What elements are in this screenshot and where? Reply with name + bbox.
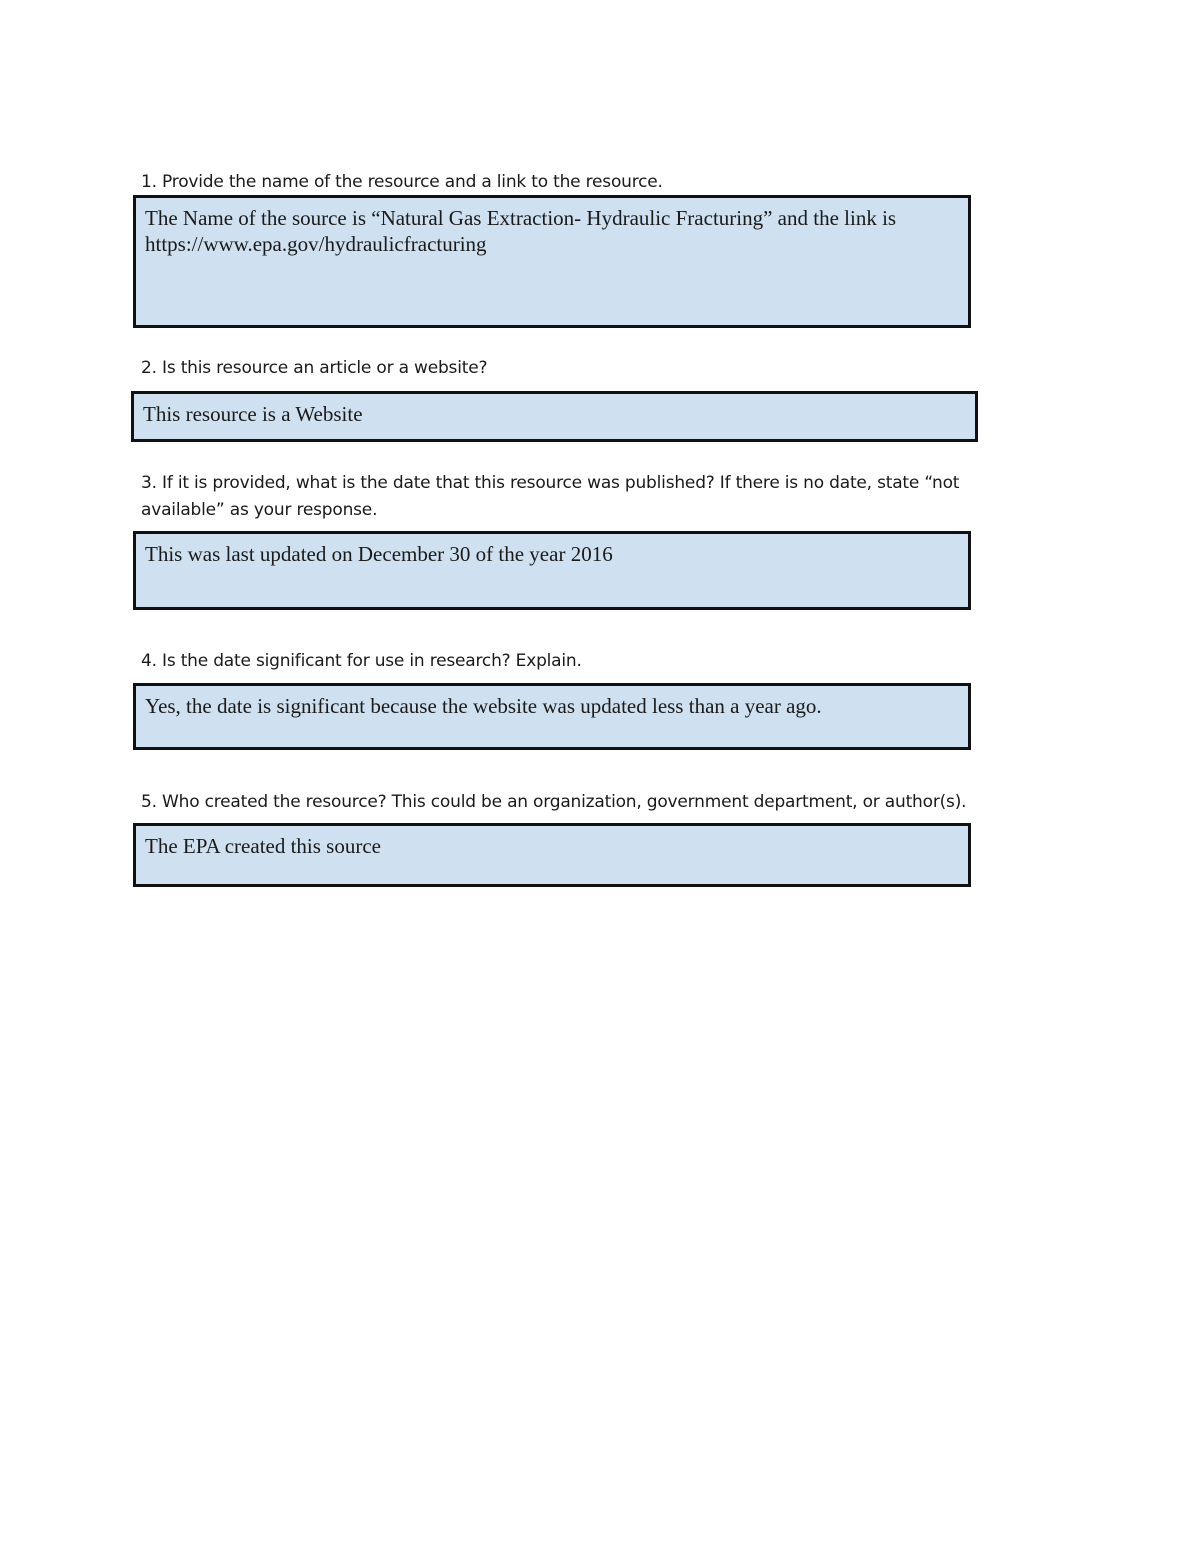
- answer-5-line-1: The EPA created this source: [145, 834, 381, 858]
- question-1-prompt: 1. Provide the name of the resource and a link to the resource.: [141, 172, 663, 192]
- answer-3-line-1: This was last updated on December 30 of the year 2016: [145, 542, 613, 566]
- answer-4-box: [133, 683, 971, 750]
- question-4-prompt: 4. Is the date significant for use in research? Explain.: [141, 651, 582, 671]
- answer-5-box: [133, 823, 971, 887]
- answer-4-line-1: Yes, the date is significant because the website was updated less than a year ago.: [145, 694, 822, 718]
- question-2-prompt: 2. Is this resource an article or a website?: [141, 358, 488, 378]
- answer-1-box: [133, 195, 971, 328]
- answer-2-line-1: This resource is a Website: [143, 402, 363, 426]
- answer-2-box: [131, 391, 978, 442]
- answer-1-line-2: https://www.epa.gov/hydraulicfracturing: [145, 232, 487, 256]
- question-5-prompt: 5. Who created the resource? This could be an organization, government department, or author(s).: [141, 792, 967, 812]
- answer-1-line-1: The Name of the source is “Natural Gas Extraction- Hydraulic Fracturing” and the link is: [145, 206, 897, 230]
- question-3-prompt: 3. If it is provided, what is the date that this resource was published? If there is no date, state “not available” as your response.: [141, 473, 960, 520]
- answer-3-box: [133, 531, 971, 610]
